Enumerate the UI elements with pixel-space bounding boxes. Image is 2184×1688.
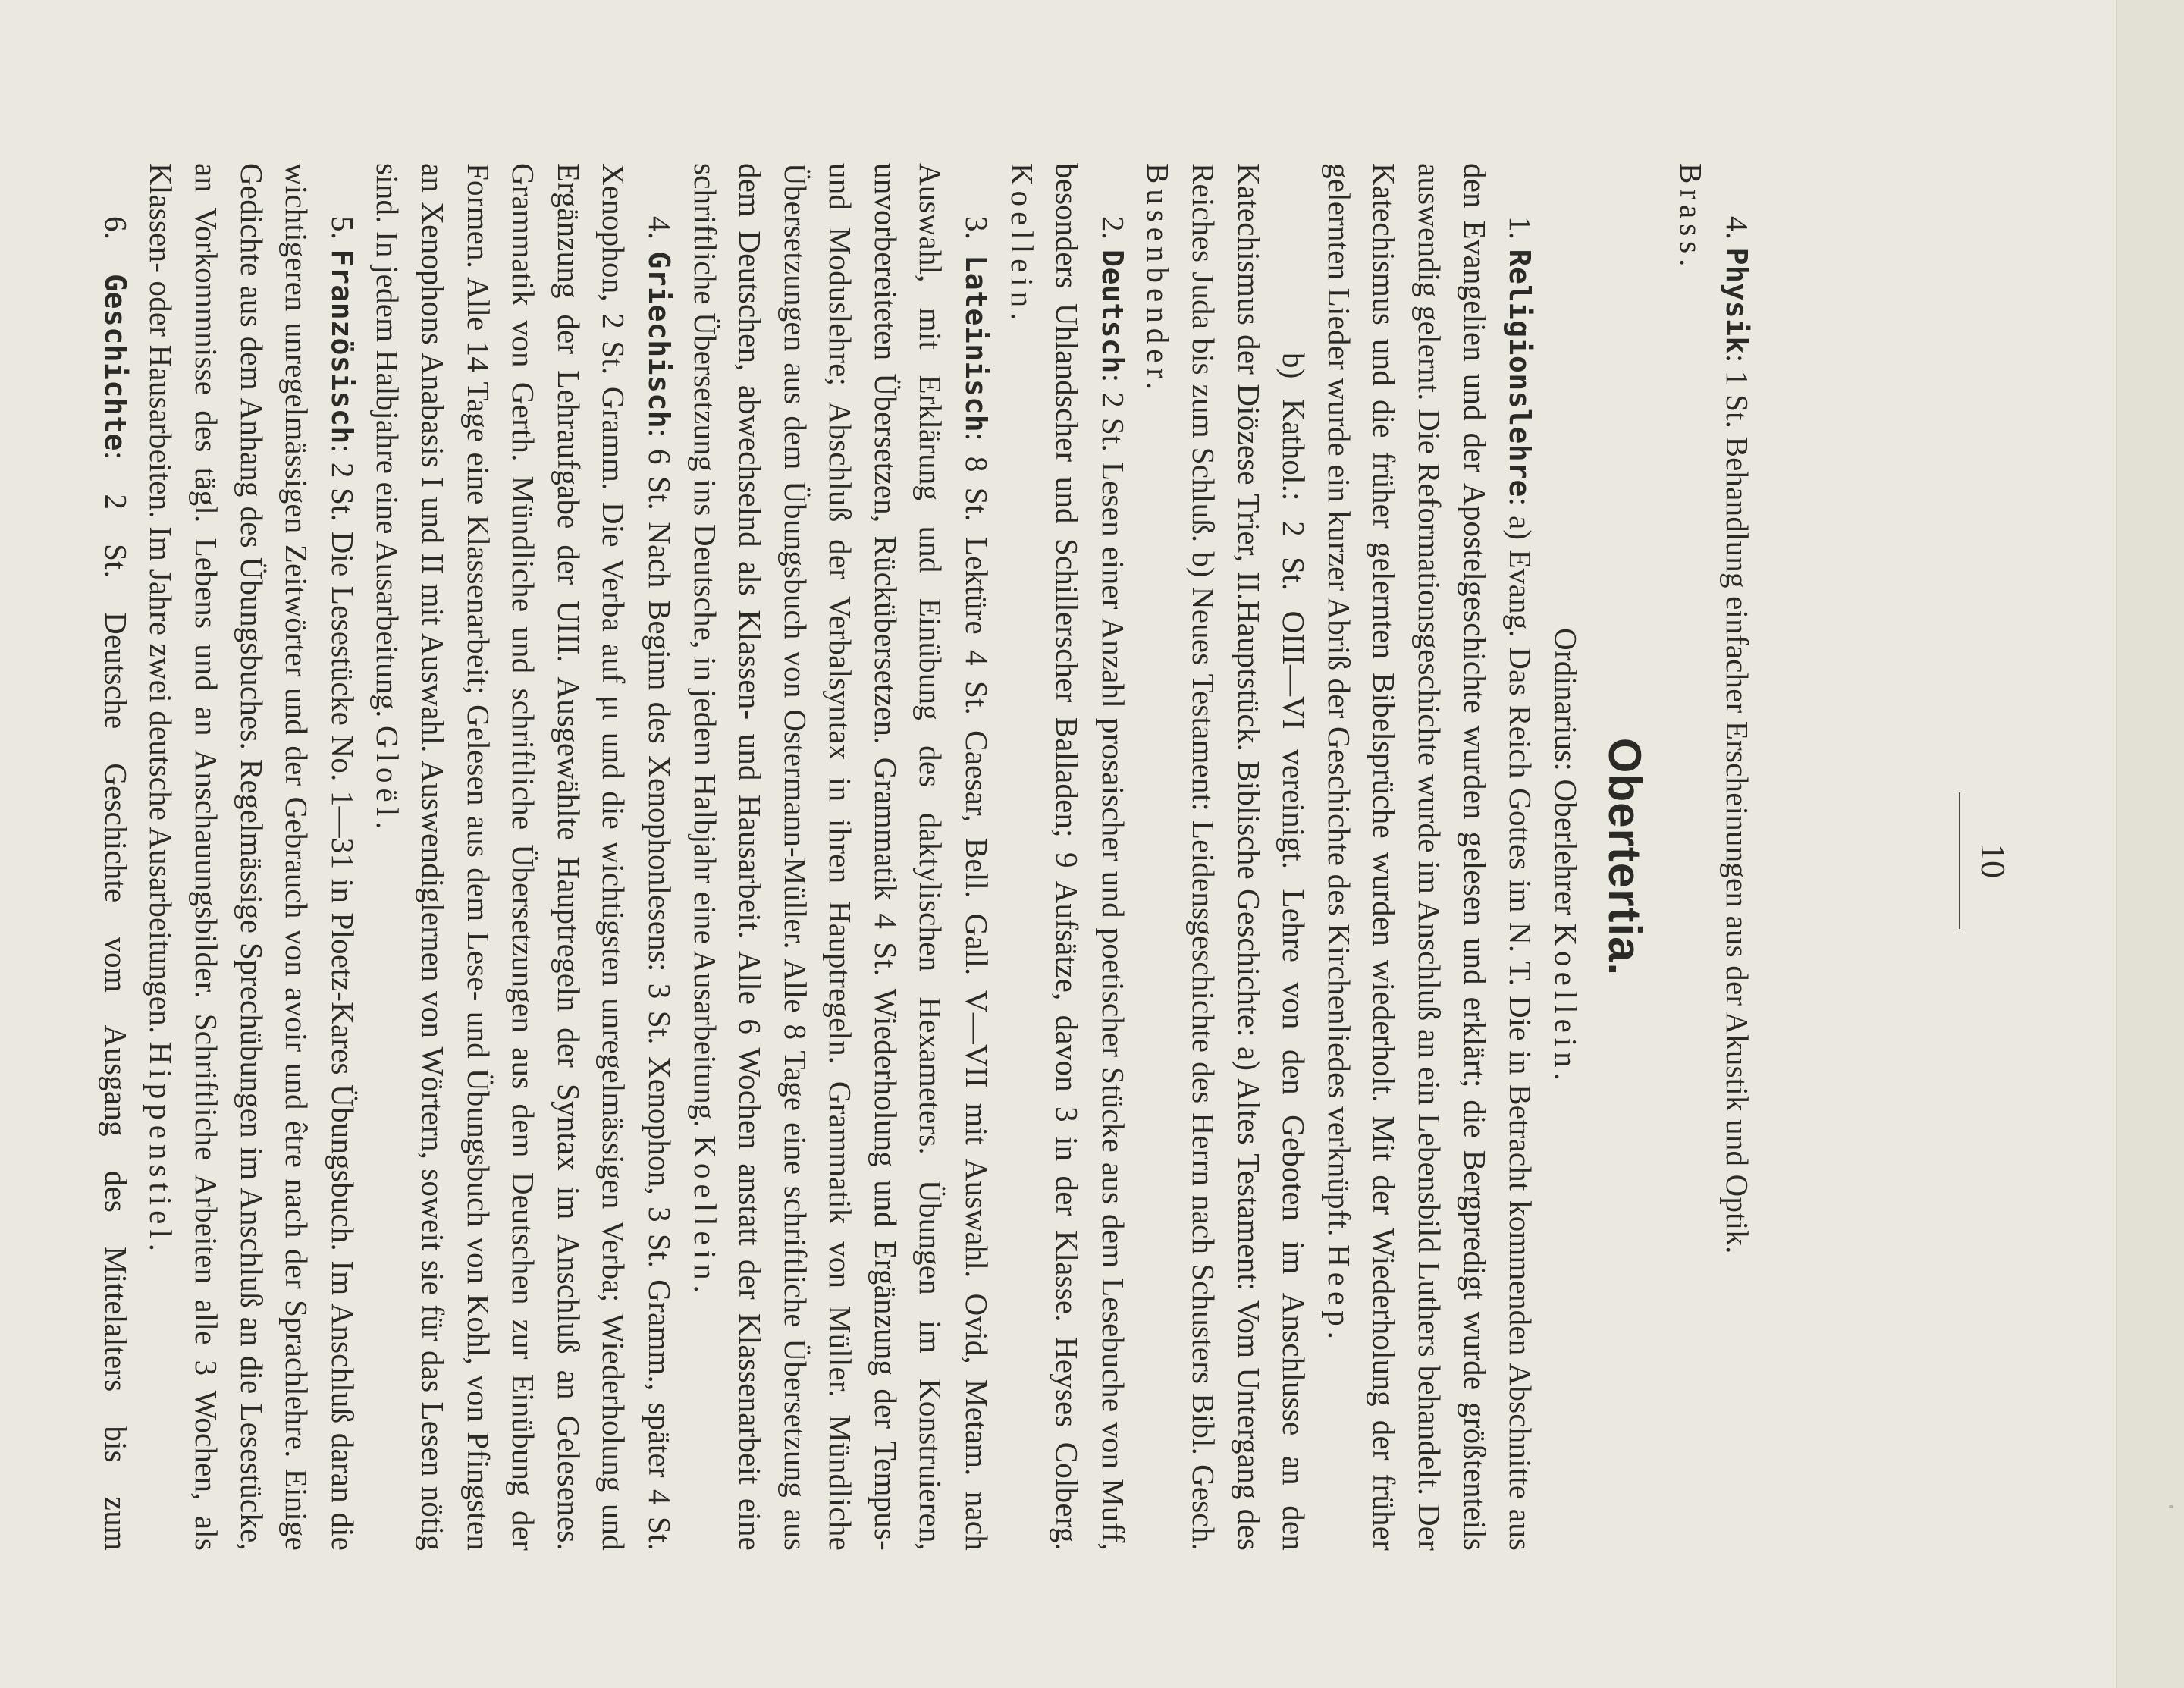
franzoesisch-number: 5.	[325, 216, 360, 240]
griechisch-paragraph	[365, 163, 682, 1551]
religion-paragraph-b	[1135, 163, 1316, 1551]
religion-text-a: : a) Evang. Das Reich Gottes im N. T. Die in Betracht kommenden Abschnitte aus den Evangelien und der Apostelgeschichte wurden gelesen und erklärt; die Bergpredigt wurde größtenteils auswendig gelernt. Die Reformationsgeschichte wurde im Anschluß an ein Lebensbild Luthers behandelt. Der Katechismus und die früher gelernten Bibelsprüche wurden wiederholt. Mit der Wiederholung der früher gelernten Lieder wurde ein kurzer Abriß der Geschichte des Kirchenliedes verknüpft.	[1321, 163, 1539, 1551]
religion-paragraph-a	[1316, 163, 1542, 1551]
physik-text: : 1 St. Behandlung einfacher Erscheinungen aus der Akustik und Optik.	[1720, 353, 1755, 1254]
griechisch-subject: Griechisch	[642, 251, 676, 429]
deutsch-number: 2.	[1095, 216, 1131, 240]
physik-teacher	[1668, 163, 1714, 1551]
latein-number: 3.	[959, 216, 995, 240]
franzoesisch-text: : 2 St. Die Lesestücke No. 1—31 in Ploetz-Kares Übungsbuch. Im Anschluß daran die wichtigeren unregelmässigen Zeitwörter und der Gebrauch von avoir und être nach der Sprachlehre. Einige Gedichte aus dem Anhang des Übungsbuches. Regelmässige Sprechübungen im Anschluß an die Lesestücke, an Vorkommnisse des tägl. Lebens und an Anschauungsbilder. Schriftliche Arbeiten alle 3 Wochen, als Klassen- oder Hausarbeiten. Im Jahre zwei deutsche Ausarbeitungen.	[143, 163, 360, 1552]
franzoesisch-paragraph	[138, 163, 365, 1551]
physik-teacher-name: Brass.	[1674, 163, 1709, 272]
geschichte-text: : 2 St. Deutsche Geschichte vom Ausgang des Mittelalters bis zum	[98, 450, 133, 1551]
ordinarius-name: Koellein.	[1548, 923, 1583, 1086]
ordinarius-label: Ordinarius: Oberlehrer	[1548, 628, 1583, 916]
latein-subject: Lateinisch	[959, 255, 993, 433]
physik-number: 4.	[1720, 216, 1755, 240]
geschichte-paragraph	[92, 163, 138, 1551]
geschichte-number: 6.	[98, 216, 133, 240]
ordinarius-line	[1542, 163, 1588, 1551]
religion-teacher-a: Heep.	[1321, 1244, 1357, 1344]
griechisch-text: : 6 St. Nach Beginn des Xenophonlesens: 3 St. Xenophon, 3 St. Gramm., später 4 St. Xenophon, 2 St. Gramm. Die Verba auf μι und die wichtigsten unregelmässigen Verba; Wiederholung und Ergänzung der Lehraufgabe der UIII. Ausgewählte Hauptregeln der Syntax im Anschluß an Gelesenes. Grammatik von Gerth. Mündliche und schriftliche Übersetzungen aus dem Deutschen zur Einübung der Formen. Alle 14 Tage eine Klassenarbeit; Gelesen aus dem Lese- und Übungsbuch von Kohl, von Pfingsten an Xenophons Anabasis I und II mit Auswahl. Auswendiglernen von Wörtern, soweit sie für das Lesen nötig sind. In jedem Halbjahre eine Ausarbeitung.	[370, 163, 677, 1552]
griechisch-teacher: Gloël.	[370, 726, 406, 835]
religion-teacher-b: Busenbender.	[1141, 163, 1176, 396]
griechisch-number: 4.	[642, 216, 677, 240]
section-heading-obertertia: Obertertia.	[1599, 737, 1650, 977]
document-body	[92, 163, 1759, 1551]
latein-teacher: Koellein.	[687, 1135, 723, 1298]
deutsch-teacher: Koellein.	[1004, 163, 1040, 326]
page-number-rule	[1959, 792, 1960, 929]
physik-paragraph	[1713, 163, 1759, 1551]
latein-text: : 8 St. Lektüre 4 St. Caesar, Bell. Gall. V—VII mit Auswahl. Ovid, Metam. nach Auswahl, mit Erklärung und Einübung des daktylischen Hexameters. Übungen im Konstruieren, unvorbereiteten Übersetzen, Rückübersetzen. Grammatik 4 St. Wiederholung und Ergänzung der Tempus- und Moduslehre; Abschluß der Verbalsyntax in ihren Hauptregeln. Grammatik von Müller. Mündliche Übersetzungen aus dem Übungsbuch von Ostermann-Müller. Alle 8 Tage eine schriftliche Übersetzung aus dem Deutschen, abwechselnd als Klassen- und Hausarbeit. Alle 6 Wochen anstatt der Klassenarbeit eine schriftliche Übersetzung ins Deutsche, in jedem Halbjahr eine Ausarbeitung.	[687, 163, 995, 1552]
deutsch-subject: Deutsch	[1095, 249, 1129, 374]
geschichte-subject: Geschichte	[98, 274, 132, 451]
franzoesisch-teacher: Hippenstiel.	[143, 1041, 179, 1257]
religion-text-b: b) Kathol.: 2 St. OIII—VI vereinigt. Lehre von den Geboten im Anschlusse an den Katechismus der Diözese Trier, II.Hauptstück. Biblische Geschichte: a) Altes Testament: Vom Untergang des Reiches Juda bis zum Schluß. b) Neues Testament: Leidensgeschichte des Herrn nach Schusters Bibl. Gesch.	[1186, 163, 1312, 1551]
latein-paragraph	[682, 163, 999, 1551]
page-number: 10	[1974, 843, 2013, 878]
religion-subject: Religionslehre	[1503, 249, 1537, 497]
franzoesisch-subject: Französisch	[325, 249, 359, 444]
religion-number: 1.	[1503, 216, 1539, 240]
deutsch-text: : 2 St. Lesen einer Anzahl prosaischer und poetischer Stücke aus dem Lesebuche von Muff, besonders Uhlandscher und Schillerscher Balladen; 9 Aufsätze, davon 3 in der Klasse. Heyses Colberg.	[1050, 163, 1131, 1551]
physik-subject: Physik	[1720, 247, 1753, 354]
deutsch-paragraph	[999, 163, 1135, 1551]
